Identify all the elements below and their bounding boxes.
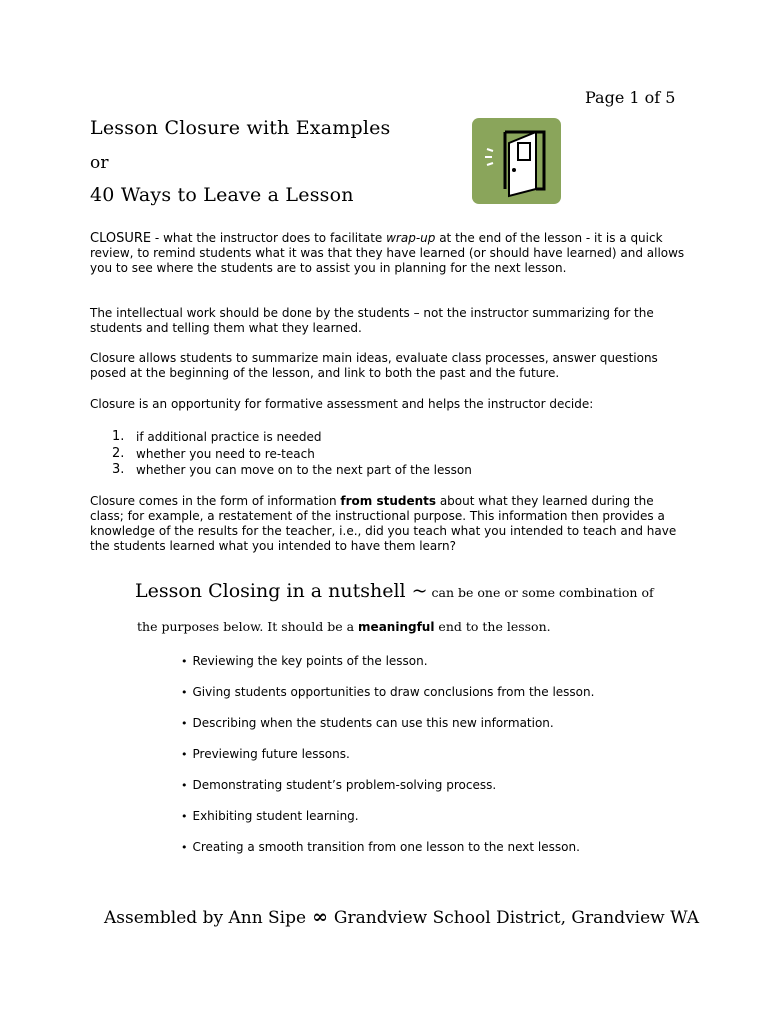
list-item: • Exhibiting student learning. [181,807,594,838]
document-subtitle: 40 Ways to Leave a Lesson [90,184,354,206]
from-students-bold: from students [340,494,437,508]
closure-term: CLOSURE [90,231,152,246]
wrap-up-emphasis: wrap-up [386,231,436,245]
list-item: 2. whether you need to re-teach [112,445,315,461]
paragraph-from-students: Closure comes in the form of information from students about what they learned during the class; for example, a restatement of the instructional purpose. This information then provides a knowledge of the results for the teacher, i.e., did you teach what you intended to teach and have the students learned what you intended to have them learn? [90,494,677,553]
document-title: Lesson Closure with Examples [90,117,391,139]
list-item: • Demonstrating student’s problem-solving process. [181,776,594,807]
decision-list [112,429,472,479]
closure-definition: CLOSURE - what the instructor does to facilitate wrap-up at the end of the lesson - it is a quick review, to remind students what it was that they have learned (or should have learned) and allows you to see where the students are to assist you in planning for the next lesson. [90,231,685,275]
list-item: • Previewing future lessons. [181,745,594,776]
list-item: • Creating a smooth transition from one lesson to the next lesson. [181,838,594,869]
page-number: Page 1 of 5 [585,88,676,107]
purposes-list [181,652,594,869]
nutshell-subline: the purposes below. It should be a meaningful end to the lesson. [137,619,551,634]
list-item: 3. whether you can move on to the next part of the lesson [112,462,472,477]
nutshell-heading: Lesson Closing in a nutshell ~ can be one or some combination of [135,580,654,602]
infinity-symbol: ∞ [312,906,328,928]
paragraph-closure-allows: Closure allows students to summarize main ideas, evaluate class processes, answer questions posed at the beginning of the lesson, and link to both the past and the future. [90,351,658,380]
meaningful-bold: meaningful [358,620,435,634]
paragraph-formative-assessment: Closure is an opportunity for formative assessment and helps the instructor decide: [90,397,594,411]
list-item: • Giving students opportunities to draw conclusions from the lesson. [181,683,594,714]
open-door-icon [472,118,561,204]
list-item: 1. if additional practice is needed [112,429,322,444]
title-connector: or [90,153,109,173]
list-item: • Describing when the students can use this new information. [181,714,594,745]
footer-credit: Assembled by Ann Sipe ∞ Grandview School District, Grandview WA [104,906,700,928]
list-item: • Reviewing the key points of the lesson. [181,652,594,683]
paragraph-intellectual-work: The intellectual work should be done by the students – not the instructor summarizing for the students and telling them what they learned. [90,306,654,335]
